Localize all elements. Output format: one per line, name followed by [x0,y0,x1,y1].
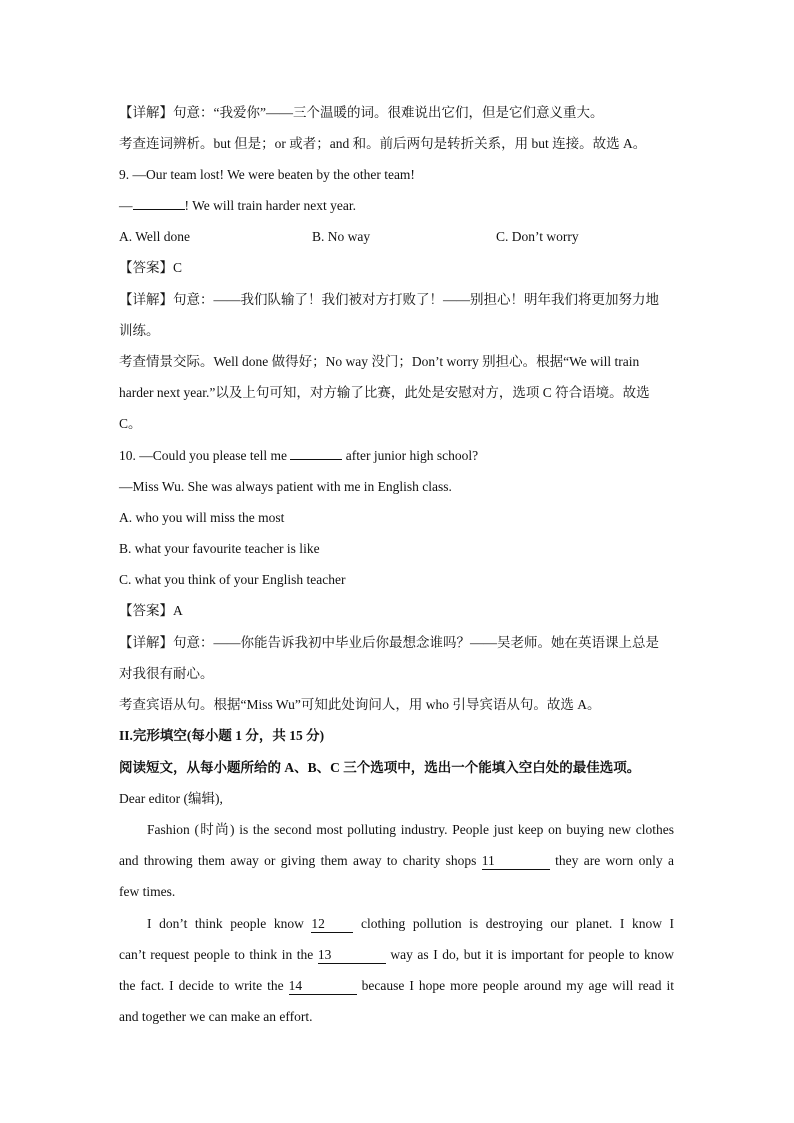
option-a: A. who you will miss the most [119,510,285,525]
explanation-9-line2: 训练。 [119,323,160,338]
cloze-blank-11: 11 [482,853,550,870]
explanation-10-line2: 对我很有耐心。 [119,666,214,681]
analysis-9-line1: 考查情景交际。Well done 做得好；No way 没门；Don’t worry 别担心。根据“We will train [119,354,640,369]
question-10-text-end: after junior high school? [345,448,479,463]
explanation-10-line1: 【详解】句意：——你能告诉我初中毕业后你最想念谁吗？——吴老师。她在英语课上总是 [119,635,659,650]
paragraph-text: clothing pollution is destroying our planet. I know I [361,916,675,931]
letter-salutation: Dear editor (编辑), [119,791,223,806]
paragraph-text: and throwing them away or giving them away to charity shops [119,853,477,868]
analysis-9-line3: C。 [119,416,142,431]
option-a: A. Well done [119,229,191,244]
analysis-9-line2: harder next year.”以及上句可知，对方输了比赛，此处是安慰对方，选项 C 符合语境。故选 [119,385,650,400]
analysis-10: 考查宾语从句。根据“Miss Wu”可知此处询问人，用 who 引导宾语从句。故选 A。 [119,697,601,712]
paragraph-text: the fact. I decide to write the [119,978,284,993]
explanation-9-line1: 【详解】句意：——我们队输了！我们被对方打败了！——别担心！明年我们将更加努力地 [119,292,659,307]
paragraph-2-line2 [119,945,674,965]
section-title: II.完形填空(每小题 1 分，共 15 分) [119,728,325,743]
paragraph-1-line3: few times. [119,884,176,899]
paragraph-text: I don’t think people know [147,916,304,931]
question-10 [119,446,674,466]
paragraph-text: can’t request people to think in the [119,947,314,962]
option-c: C. what you think of your English teacher [119,572,346,587]
question-9: 9. —Our team lost! We were beaten by the other team! [119,167,415,182]
question-10-text: 10. —Could you please tell me [119,448,287,463]
question-9-options [119,227,674,247]
paragraph-1-line2 [119,851,674,871]
question-9-reply-text: ! We will train harder next year. [184,198,356,213]
option-c: C. Don’t worry [496,229,579,244]
question-9-reply [119,196,674,216]
paragraph-2-line3 [119,976,674,996]
paragraph-text: they are worn only a [555,853,675,868]
section-instructions: 阅读短文，从每小题所给的 A、B、C 三个选项中，选出一个能填入空白处的最佳选项。 [119,760,641,775]
answer-blank [133,209,185,210]
answer-9: 【答案】C [119,260,183,275]
answer-10: 【答案】A [119,603,183,618]
paragraph-text: way as I do, but it is important for people to know [390,947,675,962]
paragraph-2-line4: and together we can make an effort. [119,1009,313,1024]
analysis-q8: 考查连词辨析。but 但是；or 或者；and 和。前后两句是转折关系，用 but 连接。故选 A。 [119,136,647,151]
cloze-blank-13: 13 [318,947,386,964]
explanation-q8: 【详解】句意：“我爱你”——三个温暖的词。很难说出它们，但是它们意义重大。 [119,105,604,120]
paragraph-2-line1 [147,914,674,934]
answer-blank [290,459,342,460]
paragraph-1-line1: Fashion (时尚) is the second most polluting industry. People just keep on buying new clothes [147,822,674,837]
cloze-blank-12: 12 [311,916,353,933]
cloze-blank-14: 14 [289,978,357,995]
option-b: B. what your favourite teacher is like [119,541,320,556]
question-10-reply: —Miss Wu. She was always patient with me in English class. [119,479,452,494]
paragraph-text: because I hope more people around my age will read it [361,978,675,993]
option-b: B. No way [312,229,371,244]
dash: — [119,198,133,213]
